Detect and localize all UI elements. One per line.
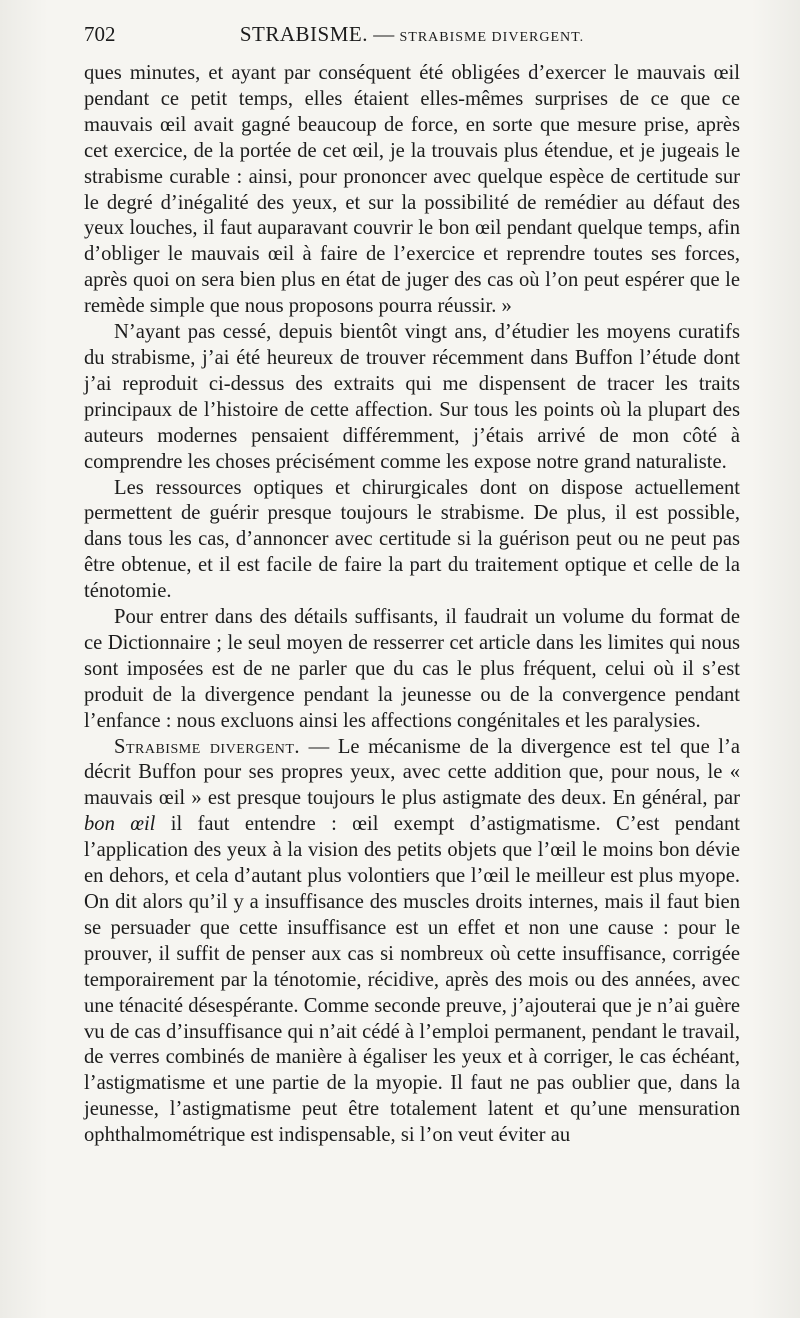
section-heading: Strabisme divergent. — [114, 735, 301, 758]
section-text-part-2: il faut entendre : œil exempt d’astigmatisme. C’est pendant l’application des yeux à la vision des petits objets que l’œil le moins bon dévie en dehors, et cela d’autant plus volontiers que l’œil le meilleur est plus myope. On dit alors qu’il y a insuffisance des muscles droits internes, mais il faut bien se persuader que cette insuffisance est un effet et non une cause : pour le prouver, il suffit de penser aux cas si nombreux où cette insuffisance, corrigée temporairement par la ténotomie, récidive, après des mois ou des années, avec une ténacité désespérante. Comme seconde preuve, j’ajouterai que je n’ai guère vu de cas d’insuffisance qui n’ait cédé à l’emploi permanent, pendant le travail, de verres combinés de manière à égaliser les yeux et à corriger, le cas échéant, l’astigmatisme et une partie de la myopie. Il faut ne pas oublier que, dans la jeunesse, l’astigmatisme peut être totalement latent et qu’une mensuration ophthalmométrique est indispensable, si l’on veut éviter au — [84, 813, 740, 1147]
page-header — [84, 22, 740, 56]
paragraph-optical-resources: Les ressources optiques et chirurgicales dont on dispose actuellement permettent de guérir presque toujours le strabisme. De plus, il est possible, dans tous les cas, d’annoncer avec certitude si la guérison peut ou ne peut pas être obtenue, et il est facile de faire la part du traitement optique et celle de la ténotomie. — [84, 476, 740, 603]
paragraph-buffon-study: N’ayant pas cessé, depuis bientôt vingt ans, d’étudier les moyens curatifs du strabisme, j’ai été heureux de trouver récemment dans Buffon l’étude dont j’ai reproduit ci-dessus des extraits qui me dispensent de tracer les traits principaux de l’histoire de cette affection. Sur tous les points où la plupart des auteurs modernes pensaient différemment, j’étais arrivé de mon côté à comprendre les choses précisément comme les expose notre grand naturaliste. — [84, 321, 740, 473]
paragraph-scope: Pour entrer dans des détails suffisants, il faudrait un volume du format de ce Dictionnaire ; le seul moyen de resserrer cet article dans les limites qui nous sont imposées est de ne parler que du cas le plus fréquent, celui où il s’est produit de la divergence pendant la jeunesse ou de la convergence pendant l’enfance : nous excluons ainsi les affections congénitales et les paralysies. — [84, 606, 740, 732]
body-text — [84, 61, 740, 1149]
paragraph-divergent-strabismus — [84, 735, 740, 1150]
section-emphasis: bon œil — [84, 813, 156, 836]
section-text-part-1: Le mécanisme de la divergence est tel que l’a décrit Buffon pour ses propres yeux, avec cette addition que, pour nous, le « mauvais œil » est presque toujours le plus astigmate des deux. En général, par — [84, 735, 741, 810]
running-head — [84, 22, 740, 47]
section-dash: — — [300, 735, 338, 758]
running-head-subtitle: STRABISME DIVERGENT. — [399, 30, 585, 45]
paragraph-quote-continuation: ques minutes, et ayant par conséquent été obligées d’exercer le mauvais œil pendant ce petit temps, elles étaient elles-mêmes surprises de ce que ce mauvais œil avait gagné beaucoup de force, en sorte que mesure prise, après cet exercice, de la portée de cet œil, je la trouvais plus étendue, et je jugeais le strabisme curable : ainsi, pour prononcer avec quelque espèce de certitude sur le degré d’inégalité des yeux, et sur la possibilité de remédier au défaut des yeux louches, il faut auparavant couvrir le bon œil pendant quelque temps, afin d’obliger le mauvais œil à faire de l’exercice et reprendre toutes ses forces, après quoi on sera bien plus en état de juger des cas où l’on peut espérer que le remède simple que nous proposons pourra réussir. » — [84, 62, 740, 318]
running-head-separator: — — [367, 22, 400, 46]
page-number: 702 — [84, 22, 116, 46]
running-head-title: STRABISME. — [239, 22, 368, 46]
